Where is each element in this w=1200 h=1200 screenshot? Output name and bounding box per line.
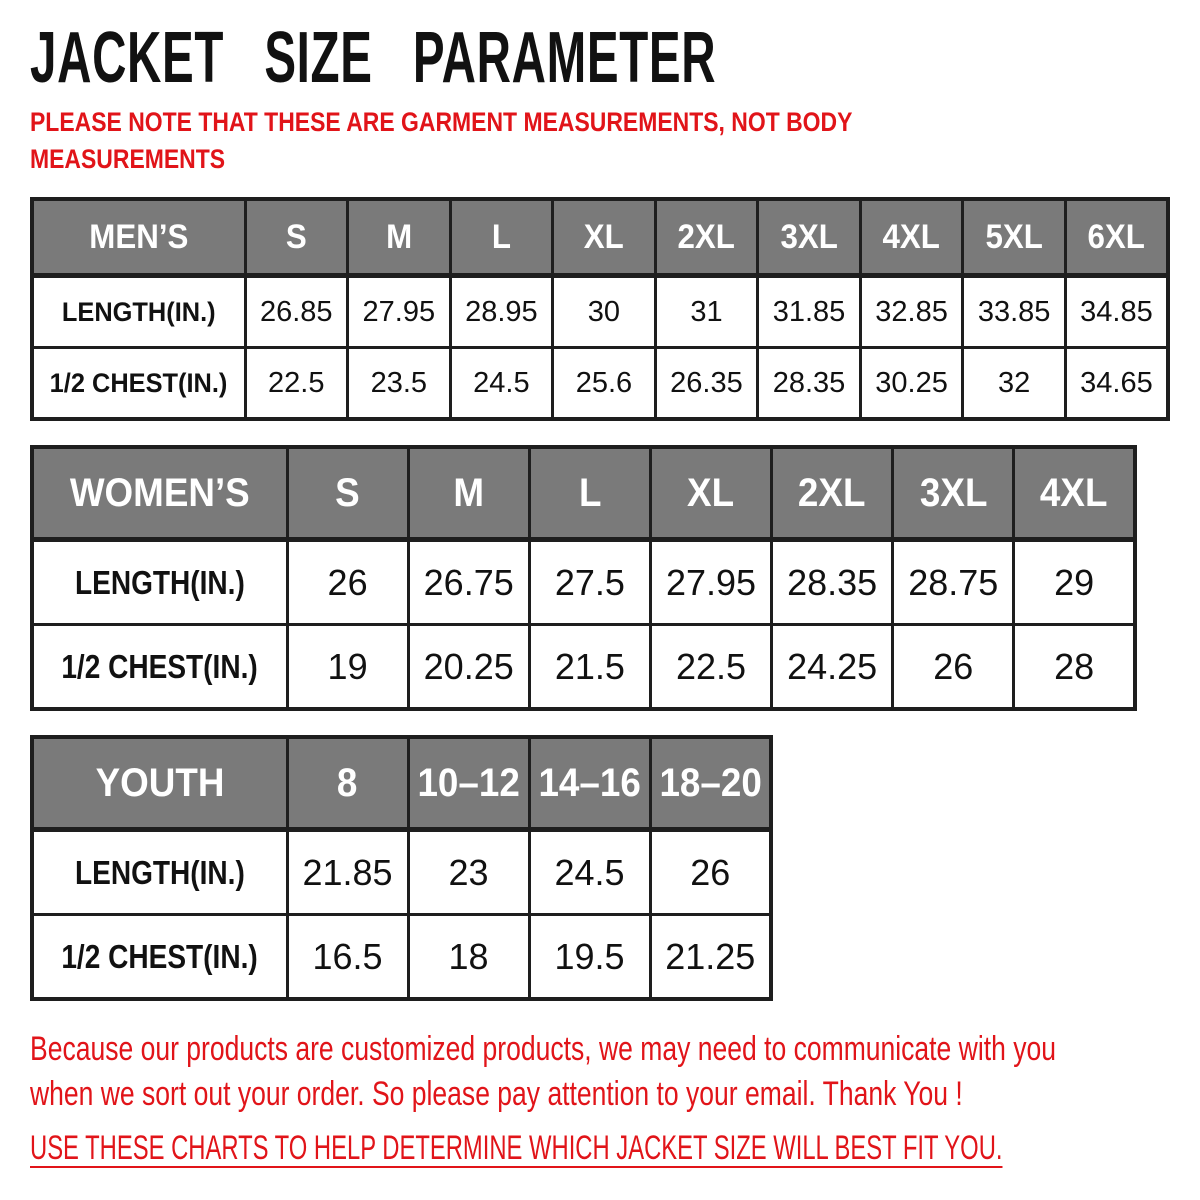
size-column-header: [553, 199, 656, 276]
size-column-header: [1065, 199, 1168, 276]
size-column-header: [772, 447, 893, 540]
size-column-header: [450, 199, 553, 276]
size-value-cell: 28.35: [758, 348, 861, 420]
table-row: [32, 276, 1168, 348]
womens-header-row: [32, 447, 1135, 540]
table-row: [32, 915, 771, 1000]
size-value-cell: 27.95: [650, 540, 771, 625]
row-label: [32, 540, 287, 625]
size-value-cell: 30: [553, 276, 656, 348]
row-label-text: LENGTH(IN.): [74, 853, 245, 891]
size-value-cell: 21.5: [529, 625, 650, 710]
size-column-header-text: 4XL: [882, 217, 941, 256]
note-line: [30, 143, 998, 180]
size-value-cell: 26: [287, 540, 408, 625]
size-value-cell: 20.25: [408, 625, 529, 710]
size-column-header-text: 6XL: [1087, 217, 1146, 256]
size-value-cell: 34.85: [1065, 276, 1168, 348]
size-value-cell: 26: [893, 625, 1014, 710]
note-line-text: PLEASE NOTE THAT THESE ARE GARMENT MEASUREMENTS, NOT BODY: [30, 107, 853, 137]
table-row: [32, 830, 771, 915]
womens-size-table: [30, 445, 1137, 711]
size-column-header: [650, 447, 771, 540]
size-value-cell: 28.95: [450, 276, 553, 348]
size-column-header-text: 3XL: [919, 470, 988, 515]
womens-group-header-text: WOMEN’S: [69, 470, 250, 515]
note-line-text: MEASUREMENTS: [30, 144, 226, 174]
page-title-text: JACKET SIZE PARAMETER: [30, 18, 717, 98]
size-column-header-text: XL: [687, 470, 735, 515]
size-column-header-text: 5XL: [985, 217, 1043, 256]
table-row: [32, 348, 1168, 420]
size-column-header: [655, 199, 758, 276]
size-column-header-text: S: [285, 217, 307, 256]
row-label: [32, 276, 245, 348]
womens-group-header: [32, 447, 287, 540]
youth-size-table: [30, 735, 773, 1001]
youth-group-header-text: YOUTH: [95, 760, 225, 805]
size-value-cell: 33.85: [963, 276, 1066, 348]
size-value-cell: 30.25: [860, 348, 963, 420]
page-title: [30, 18, 1070, 98]
row-label: [32, 830, 287, 915]
size-column-header: [758, 199, 861, 276]
size-column-header: [287, 737, 408, 830]
size-value-cell: 24.5: [529, 830, 650, 915]
mens-size-table: [30, 197, 1170, 421]
row-label: [32, 348, 245, 420]
size-column-header-text: 3XL: [780, 217, 838, 256]
notice-line: [30, 1075, 1200, 1120]
size-column-header: [1014, 447, 1135, 540]
notice-line-text: Because our products are customized products, we may need to communicate with you: [30, 1030, 1056, 1068]
size-column-header-text: 4XL: [1040, 470, 1108, 515]
mens-header-row: [32, 199, 1168, 276]
size-column-header-text: 14–16: [538, 760, 641, 805]
row-label-text: LENGTH(IN.): [61, 296, 216, 327]
size-value-cell: 34.65: [1065, 348, 1168, 420]
size-value-cell: 18: [408, 915, 529, 1000]
size-column-header: [287, 447, 408, 540]
size-value-cell: 26.85: [245, 276, 348, 348]
row-label-text: 1/2 CHEST(IN.): [61, 647, 258, 685]
size-value-cell: 23.5: [348, 348, 451, 420]
size-value-cell: 21.85: [287, 830, 408, 915]
row-label: [32, 915, 287, 1000]
size-column-header-text: L: [491, 217, 511, 256]
size-column-header-text: M: [385, 217, 412, 256]
size-column-header: [245, 199, 348, 276]
row-label-text: LENGTH(IN.): [74, 563, 245, 601]
size-column-header-text: 10–12: [417, 760, 520, 805]
size-value-cell: 16.5: [287, 915, 408, 1000]
size-value-cell: 21.25: [650, 915, 771, 1000]
note-line: [30, 106, 998, 143]
table-row: [32, 540, 1135, 625]
size-value-cell: 24.25: [772, 625, 893, 710]
size-column-header: [408, 447, 529, 540]
customization-notice: [30, 1030, 1200, 1120]
fit-advice-text: USE THESE CHARTS TO HELP DETERMINE WHICH JACKET SIZE WILL BEST FIT YOU.: [30, 1129, 1003, 1167]
size-value-cell: 28.75: [893, 540, 1014, 625]
size-value-cell: 29: [1014, 540, 1135, 625]
size-column-header: [860, 199, 963, 276]
size-column-header-text: 18–20: [659, 760, 762, 805]
size-value-cell: 25.6: [553, 348, 656, 420]
size-column-header: [348, 199, 451, 276]
garment-measurement-note: [30, 106, 998, 180]
size-column-header: [529, 447, 650, 540]
size-column-header-text: S: [335, 470, 360, 515]
size-value-cell: 31: [655, 276, 758, 348]
size-value-cell: 28.35: [772, 540, 893, 625]
size-value-cell: 23: [408, 830, 529, 915]
row-label-text: 1/2 CHEST(IN.): [61, 937, 258, 975]
size-column-header: [408, 737, 529, 830]
size-value-cell: 28: [1014, 625, 1135, 710]
size-value-cell: 31.85: [758, 276, 861, 348]
size-value-cell: 24.5: [450, 348, 553, 420]
row-label-text: 1/2 CHEST(IN.): [49, 367, 228, 398]
mens-group-header: [32, 199, 245, 276]
size-column-header: [529, 737, 650, 830]
fit-advice: [30, 1129, 1200, 1174]
youth-group-header: [32, 737, 287, 830]
size-value-cell: 26.75: [408, 540, 529, 625]
size-value-cell: 26: [650, 830, 771, 915]
size-value-cell: 26.35: [655, 348, 758, 420]
size-value-cell: 27.5: [529, 540, 650, 625]
size-value-cell: 19: [287, 625, 408, 710]
size-value-cell: 19.5: [529, 915, 650, 1000]
size-column-header-text: 8: [337, 760, 358, 805]
size-column-header-text: L: [578, 470, 602, 515]
size-column-header: [650, 737, 771, 830]
size-column-header-text: XL: [583, 217, 624, 256]
youth-header-row: [32, 737, 771, 830]
size-value-cell: 32: [963, 348, 1066, 420]
size-column-header: [963, 199, 1066, 276]
size-value-cell: 32.85: [860, 276, 963, 348]
row-label: [32, 625, 287, 710]
size-value-cell: 27.95: [348, 276, 451, 348]
table-row: [32, 625, 1135, 710]
size-value-cell: 22.5: [245, 348, 348, 420]
notice-line: [30, 1030, 1200, 1075]
mens-group-header-text: MEN’S: [89, 217, 189, 256]
size-column-header-text: 2XL: [798, 470, 866, 515]
notice-line-text: when we sort out your order. So please pay attention to your email. Thank You !: [30, 1075, 963, 1113]
size-column-header-text: 2XL: [677, 217, 736, 256]
size-column-header: [893, 447, 1014, 540]
size-column-header-text: M: [453, 470, 485, 515]
size-value-cell: 22.5: [650, 625, 771, 710]
